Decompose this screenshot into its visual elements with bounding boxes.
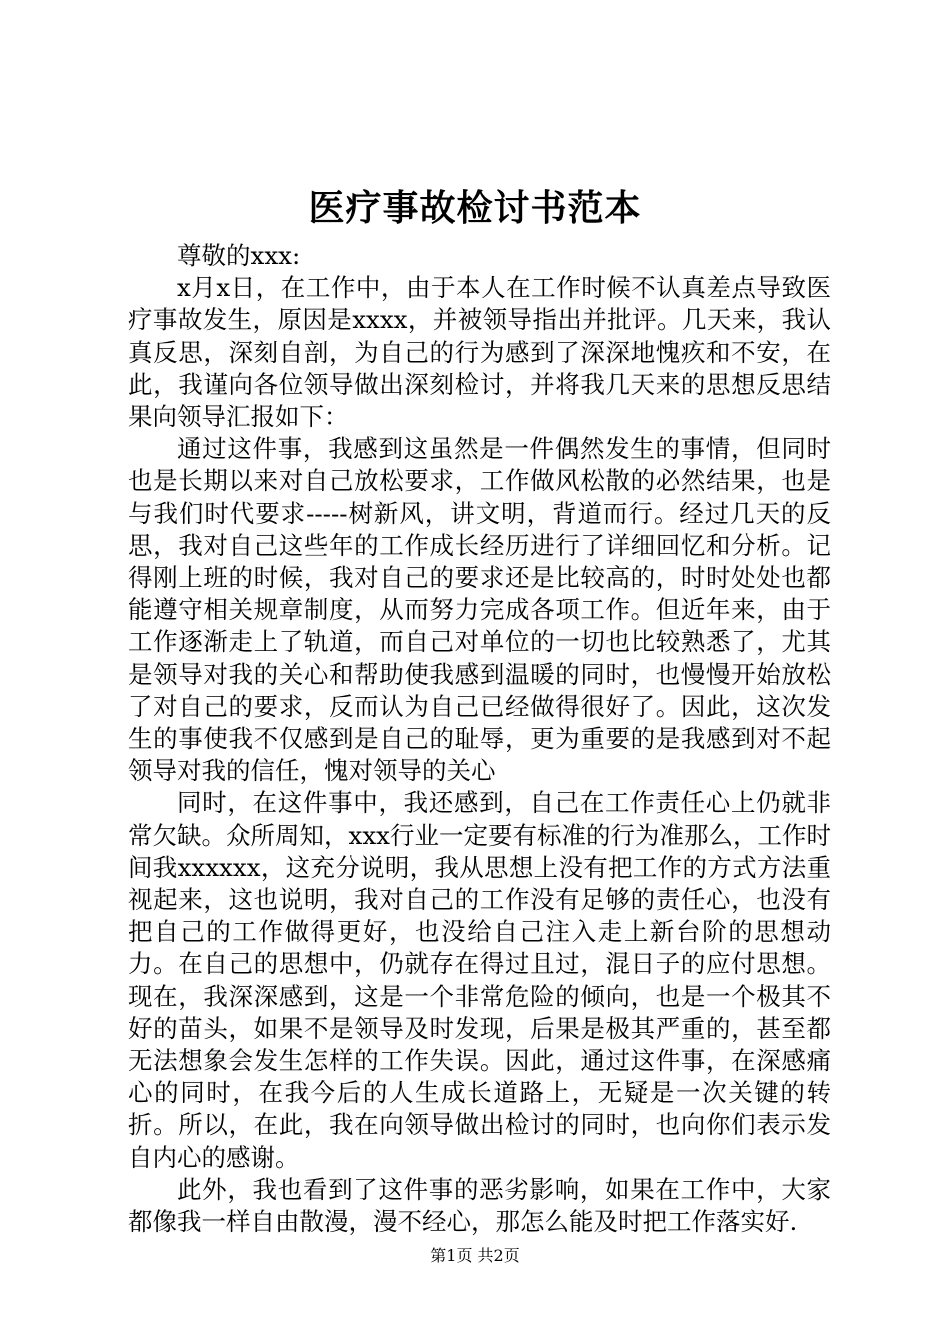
paragraph-reflection: 通过这件事，我感到这虽然是一件偶然发生的事情，但同时也是长期以来对自己放松要求，工作做风松散的必然结果，也是与我们时代要求-----树新风，讲文明，背道而行。经过几天的反思，我对自己这些年的工作成长经历进行了详细回忆和分析。记得刚上班的时候，我对自己的要求还是比较高的，时时处处也都能遵守相关规章制度，从而努力完成各项工作。但近年来，由于工作逐渐走上了轨道，而自己对单位的一切也比较熟悉了，尤其是领导对我的关心和帮助使我感到温暖的同时，也慢慢开始放松了对自己的要求，反而认为自己已经做得很好了。因此，这次发生的事使我不仅感到是自己的耻辱，更为重要的是我感到对不起领导对我的信任，愧对领导的关心	[128, 434, 831, 786]
page-number-footer: 第1页 共2页	[430, 1246, 520, 1265]
paragraph-responsibility: 同时，在这件事中，我还感到，自己在工作责任心上仍就非常欠缺。众所周知，xxx行业一定要有标准的行为准那么，工作时间我xxxxxx，这充分说明，我从思想上没有把工作的方式方法重视起来，这也说明，我对自己的工作没有足够的责任心，也没有把自己的工作做得更好，也没给自己注入走上新台阶的思想动力。在自己的思想中，仍就存在得过且过，混日子的应付思想。现在，我深深感到，这是一个非常危险的倾向，也是一个极其不好的苗头，如果不是领导及时发现，后果是极其严重的，甚至都无法想象会发生怎样的工作失误。因此，通过这件事，在深感痛心的同时，在我今后的人生成长道路上，无疑是一次关键的转折。所以，在此，我在向领导做出检讨的同时，也向你们表示发自内心的感谢。	[128, 788, 831, 1172]
paragraph-intro: x月x日，在工作中，由于本人在工作时候不认真差点导致医疗事故发生，原因是xxxx，并被领导指出并批评。几天来，我认真反思，深刻自剖，为自己的行为感到了深深地愧疚和不安，在此，我谨向各位领导做出深刻检讨，并将我几天来的思想反思结果向领导汇报如下：	[128, 273, 831, 432]
salutation: 尊敬的xxx:	[177, 241, 301, 270]
paragraph-impact: 此外，我也看到了这件事的恶劣影响，如果在工作中，大家都像我一样自由散漫，漫不经心，那怎么能及时把工作落实好.	[128, 1174, 831, 1237]
document-title: 医疗事故检讨书范本	[308, 187, 642, 229]
document-body	[128, 240, 831, 1238]
